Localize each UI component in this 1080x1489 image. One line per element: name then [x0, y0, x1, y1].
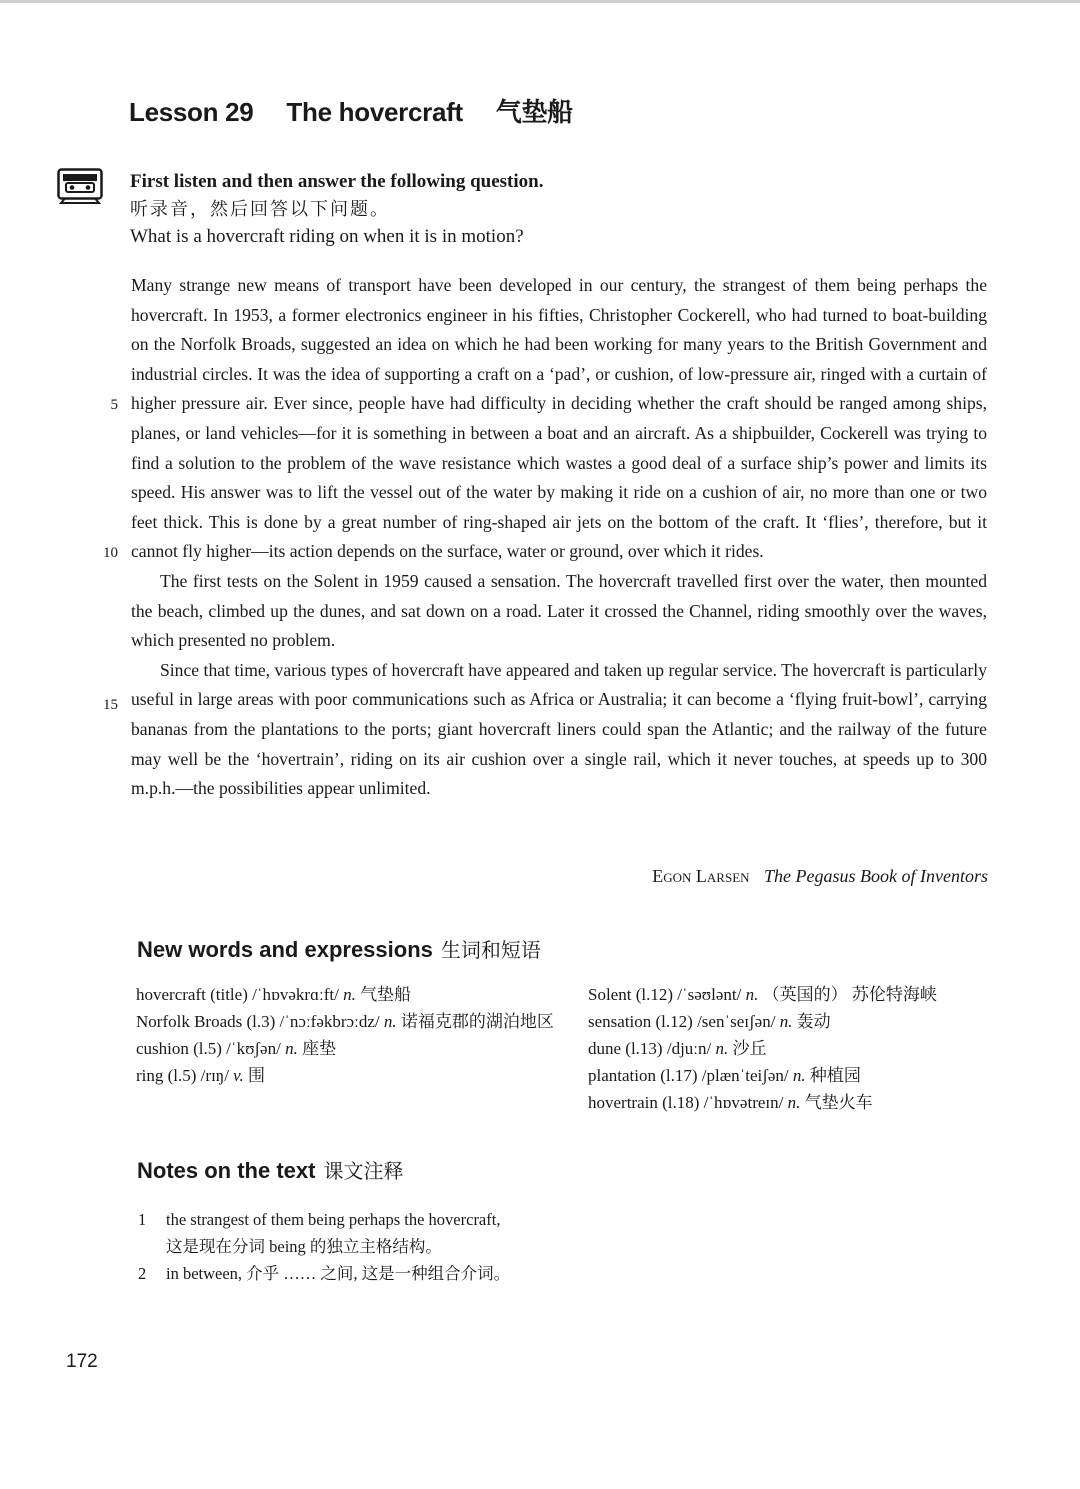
vocab-pos: n. [792, 1066, 806, 1085]
note-number: 1 [138, 1210, 147, 1229]
lesson-title-cn: 气垫船 [495, 98, 573, 128]
vocab-meaning: 围 [247, 1066, 265, 1085]
passage-paragraph-1: Many strange new means of transport have been developed in our century, the strangest of them being perhaps the hovercraft. In 1953, a former electronics engineer in his fifties, Christopher Cockerell, who had turned to boat-building on the Norfolk Broads, suggested an idea on which he had been working for many years to the British Government and industrial circles. It was the idea of supporting a craft on a ‘pad’, or cushion, of low-pressure air, ringed with a curtain of higher pressure air. Ever since, people have had difficulty in deciding whether the craft should be ranged among ships, planes, or land vehicles—for it is something in between a boat and an aircraft. As a shipbuilder, Cockerell was trying to find a solution to the problem of the wave resistance which wastes a good deal of a surface ship’s power and limits its speed. His answer was to lift the vessel out of the water by making it ride on a cushion of air, no more than one or two feet thick. This is done by a great number of ring-shaped air jets on the bottom of the craft. It ‘flies’, therefore, but it cannot fly higher—its action depends on the surface, water or ground, over which it rides. [131, 275, 987, 562]
lesson-title-en: The hovercraft [286, 97, 463, 127]
attribution-author: Egon Larsen [652, 866, 750, 886]
note-text-cn: 这是现在分词 being 的独立主格结构。 [166, 1237, 442, 1256]
attribution-book: The Pegasus Book of Inventors [764, 866, 988, 886]
notes-heading-cn: 课文注释 [323, 1159, 404, 1183]
vocab-item [136, 1008, 576, 1035]
vocab-pos: n. [779, 1012, 793, 1031]
notes-heading-en: Notes on the text [137, 1158, 316, 1183]
passage-paragraph-2: The first tests on the Solent in 1959 caused a sensation. The hovercraft travelled first over the water, then mounted the beach, climbed up the dunes, and sat down on a road. Later it crossed the Channel, riding smoothly over the waves, which presented no problem. [131, 570, 987, 651]
note-item [138, 1206, 738, 1260]
note-text-en: in between, 介乎 …… 之间, 这是一种组合介词。 [166, 1264, 511, 1283]
vocab-pos: n. [343, 985, 356, 1004]
vocab-list-right [588, 981, 1008, 1116]
vocab-heading [137, 934, 541, 963]
vocab-meaning: 气垫火车 [804, 1093, 873, 1112]
vocab-pos: v. [233, 1066, 244, 1085]
attribution [652, 866, 988, 887]
vocab-item [588, 1089, 1008, 1116]
vocab-word: dune (l.13) /djuːn/ [588, 1039, 712, 1058]
question-text: What is a hovercraft riding on when it is in motion? [130, 226, 524, 247]
vocab-pos: n. [745, 985, 759, 1004]
vocab-meaning: （英国的） 苏伦特海峡 [762, 985, 937, 1004]
vocab-word: hovertrain (l.18) /ˈhɒvətreɪn/ [588, 1093, 784, 1112]
passage [131, 271, 987, 804]
vocab-heading-en: New words and expressions [137, 937, 433, 962]
vocab-heading-cn: 生词和短语 [440, 938, 541, 962]
vocab-pos: n. [383, 1012, 397, 1031]
line-number-10: 10 [103, 545, 118, 561]
vocab-item [588, 1062, 1008, 1089]
vocab-word: cushion (l.5) /ˈkʊʃən/ [136, 1039, 281, 1058]
vocab-word: ring (l.5) /rɪŋ/ [136, 1066, 229, 1085]
notes-heading [137, 1155, 403, 1184]
vocab-item [588, 1035, 1008, 1062]
note-item [138, 1260, 738, 1287]
lesson-title [129, 92, 599, 129]
page-number: 172 [66, 1351, 98, 1372]
vocab-pos: n. [715, 1039, 729, 1058]
vocab-word: plantation (l.17) /plænˈteiʃən/ [588, 1066, 789, 1085]
question-instruction: First listen and then answer the following question. [130, 171, 544, 192]
note-text-en: the strangest of them being perhaps the hovercraft, [166, 1210, 501, 1229]
vocab-word: Norfolk Broads (l.3) /ˈnɔːfəkbrɔːdz/ [136, 1012, 380, 1031]
lesson-number: Lesson 29 [129, 97, 254, 127]
vocab-item [136, 1062, 576, 1089]
note-number: 2 [138, 1264, 147, 1283]
vocab-meaning: 轰动 [796, 1012, 831, 1031]
vocab-meaning: 沙丘 [732, 1039, 767, 1058]
notes-list [138, 1206, 738, 1287]
vocab-item [136, 1035, 576, 1062]
vocab-item [588, 1008, 1008, 1035]
top-border [0, 0, 1080, 3]
vocab-pos: n. [787, 1093, 801, 1112]
question-block [130, 170, 990, 250]
passage-paragraph-3: Since that time, various types of hovercraft have appeared and taken up regular service. The hovercraft is particularly useful in large areas with poor communications such as Africa or Australia; it can become a ‘flying fruit-bowl’, carrying bananas from the plantations to the ports; giant hovercraft liners could span the Atlantic; and the railway of the future may well be the ‘hovertrain’, riding on its air cushion over a single rail, which it never touches, at speeds up to 300 m.p.h.—the possibilities appear unlimited. [131, 659, 987, 799]
vocab-meaning: 诺福克郡的湖泊地区 [400, 1012, 554, 1031]
vocab-word: Solent (l.12) /ˈsəʊlənt/ [588, 985, 742, 1004]
vocab-meaning: 种植园 [809, 1066, 861, 1085]
line-number-5: 5 [110, 397, 118, 413]
vocab-meaning: 气垫船 [360, 985, 412, 1004]
vocab-meaning: 座垫 [302, 1039, 337, 1058]
vocab-word: hovercraft (title) /ˈhɒvəkrɑːft/ [136, 985, 339, 1004]
question-instruction-cn: 听录音，然后回答以下问题。 [130, 199, 390, 219]
vocab-pos: n. [285, 1039, 298, 1058]
cassette-tape-icon [57, 168, 103, 204]
vocab-list-left [136, 981, 576, 1089]
vocab-item [588, 981, 1008, 1008]
vocab-item [136, 981, 576, 1008]
vocab-word: sensation (l.12) /senˈseɪʃən/ [588, 1012, 776, 1031]
line-number-15: 15 [103, 697, 118, 713]
